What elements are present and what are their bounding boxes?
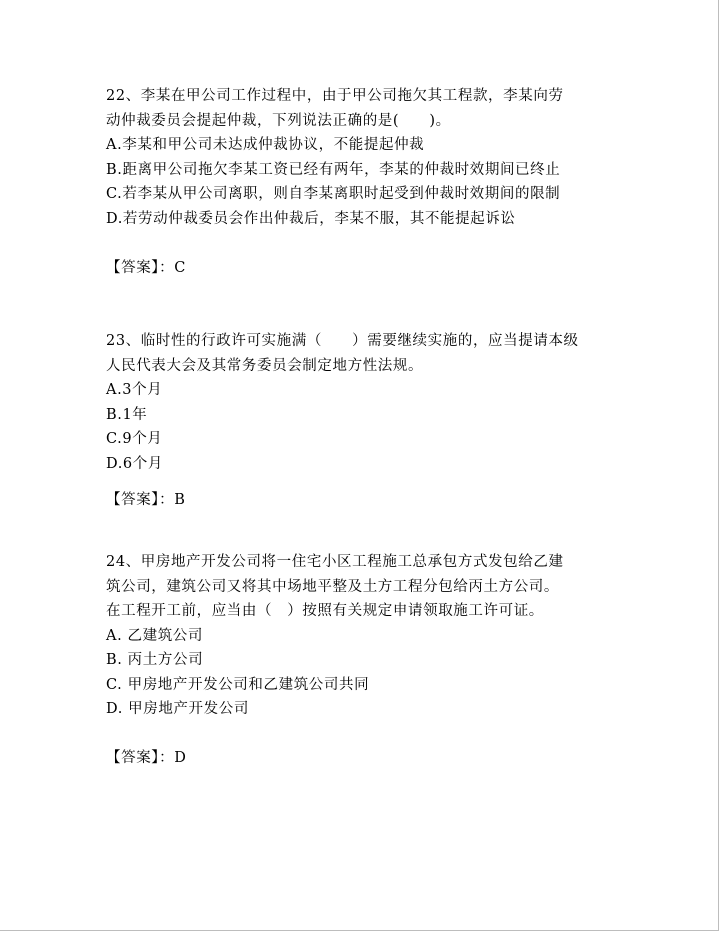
option-c: C.若李某从甲公司离职，则自李某离职时起受到仲裁时效期间的限制 [106,186,561,202]
option-d: D.若劳动仲裁委员会作出仲裁后，李某不服，其不能提起诉讼 [106,210,516,227]
option-c: C.9个月 [106,431,163,447]
question-stem-line: 22、李某在甲公司工作过程中，由于甲公司拖欠其工程款，李某向劳 [106,88,564,104]
question-24 [106,550,564,722]
option-a: A. 乙建筑公司 [106,627,203,644]
question-stem-line: 动仲裁委员会提起仲裁，下列说法正确的是( )。 [106,112,451,129]
question-stem-line: 人民代表大会及其常务委员会制定地方性法规。 [106,357,424,374]
question-stem-line: 23、临时性的行政许可实施满（ ）需要继续实施的，应当提请本级 [106,333,579,349]
answer-24: 【答案】：D [106,750,187,766]
option-a: A.3个月 [106,382,163,398]
option-b: B.1年 [106,406,148,423]
answer-22: 【答案】：C [106,260,186,276]
question-stem-line: 24、甲房地产开发公司将一住宅小区工程施工总承包方式发包给乙建 [106,554,564,570]
option-d: D. 甲房地产开发公司 [106,701,249,717]
option-a: A.李某和甲公司未达成仲裁协议，不能提起仲裁 [106,137,425,153]
question-stem-line: 筑公司，建筑公司又将其中场地平整及土方工程分包给丙土方公司。 [106,578,559,595]
question-stem-line: 在工程开工前，应当由（ ）按照有关规定申请领取施工许可证。 [106,603,544,619]
option-b: B.距离甲公司拖欠李某工资已经有两年，李某的仲裁时效期间已终止 [106,161,561,178]
option-c: C. 甲房地产开发公司和乙建筑公司共同 [106,676,370,693]
option-d: D.6个月 [106,455,163,472]
answer-23: 【答案】：B [106,492,186,508]
question-23 [106,329,579,476]
question-22 [106,84,564,231]
option-b: B. 丙土方公司 [106,652,204,668]
